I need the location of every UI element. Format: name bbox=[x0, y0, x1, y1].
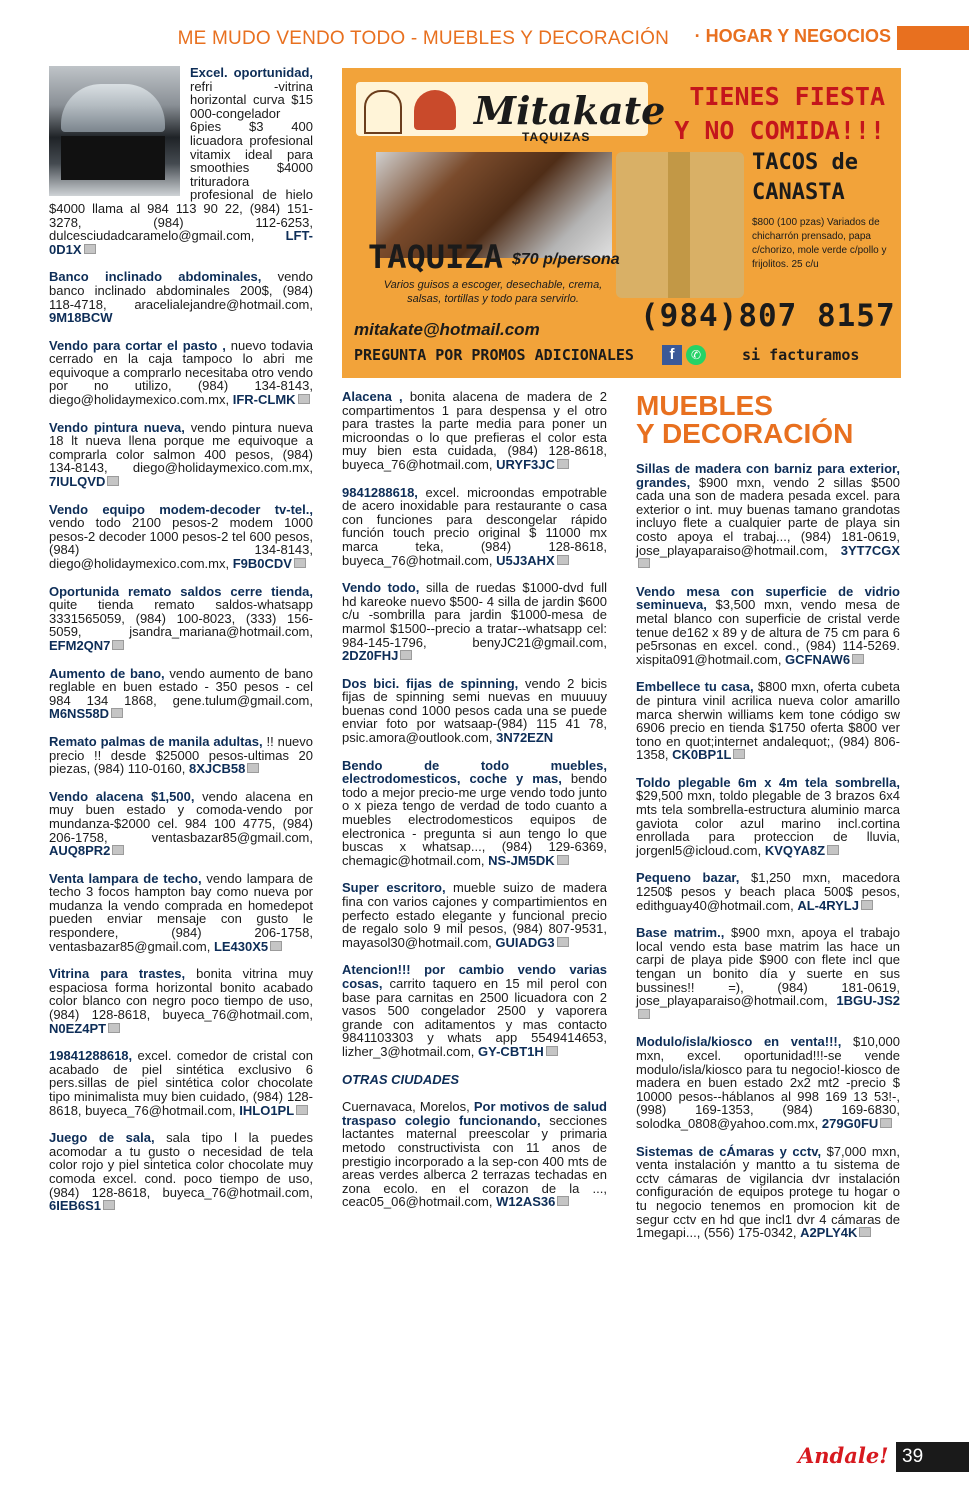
ad-headline: Venta lampara de techo, bbox=[49, 870, 202, 886]
category-heading-line-1: MUEBLES bbox=[636, 390, 773, 421]
tacos-basket-photo bbox=[616, 152, 744, 298]
ad-code: W12AS36 bbox=[496, 1194, 556, 1210]
magazine-logo: Andale! bbox=[798, 1443, 889, 1468]
brand-logo bbox=[356, 82, 666, 144]
category-title: · HOGAR Y NEGOCIOS bbox=[694, 26, 891, 46]
subsection-title: OTRAS CIUDADES bbox=[342, 1071, 460, 1087]
ad-text: $29,500 mxn, toldo plegable de 3 brazos 6x4 mts tela sombrella-estructura aluminio marca gaviota color azul marino incl.cortina enrollada para proteccion de lluvia, jorgenl5@icloud.com, bbox=[636, 788, 900, 858]
ad-headline: Remato palmas de manila adultas, bbox=[49, 733, 263, 749]
ad-headline: 19841288618, bbox=[49, 1048, 133, 1064]
classified-ad bbox=[636, 1035, 900, 1130]
ad-text: $900 mxn, apoya el trabajo local vendo esta base matrim las hace un carpi de playa pide $900 con flete incl que tengan un bonito día y suerte en sus bussines!! =), (984) 181-0619, jose_playaparaiso@hotmail.com, bbox=[636, 925, 900, 1009]
ad-code: A2PLY4K bbox=[800, 1225, 858, 1241]
ad-text: excel. comedor de cristal con acabado de piel sintética exclusivo 6 pers.sillas de piel sintética color chocolate tipo minimalista muy bien cuidado, (984) 128-8618, buyeca_76@hotmail.com, bbox=[49, 1048, 313, 1118]
tagline-line-2: Y NO COMIDA!!! bbox=[674, 116, 885, 145]
camera-icon bbox=[557, 1196, 569, 1206]
ad-headline: Aumento de bano, bbox=[49, 665, 165, 681]
camera-icon bbox=[557, 555, 569, 565]
camera-icon bbox=[859, 1227, 871, 1237]
ad-headline: Vitrina para trastes, bbox=[49, 966, 186, 982]
ad-code: KVQYA8Z bbox=[764, 842, 826, 858]
camera-icon bbox=[298, 394, 310, 404]
taquiza-title: TAQUIZA bbox=[368, 238, 503, 276]
taquiza-description: Varios guisos a escoger, desechable, crema, salsas, tortillas y todo para servirlo. bbox=[383, 279, 603, 305]
ad-headline: Vendo pintura nueva, bbox=[49, 419, 185, 435]
ad-code: N0EZ4PT bbox=[49, 1020, 107, 1036]
banner-email: mitakate@hotmail.com bbox=[354, 320, 540, 339]
ad-code: LE430X5 bbox=[213, 938, 269, 954]
classified-ad bbox=[342, 963, 607, 1058]
classified-ad bbox=[342, 486, 607, 568]
ad-headline: Dos bici. fijas de spinning, bbox=[342, 675, 519, 691]
classified-ad bbox=[49, 790, 313, 858]
ad-code: 6IEB6S1 bbox=[49, 1198, 102, 1214]
ad-code: CK0BP1L bbox=[672, 747, 732, 763]
section-title: ME MUDO VENDO TODO - MUEBLES Y DECORACIÓN bbox=[177, 28, 669, 49]
tagline-line-1: TIENES FIESTA bbox=[689, 82, 885, 111]
ad-code: 1BGU-JS2 bbox=[836, 993, 900, 1009]
whatsapp-icon: ✆ bbox=[686, 345, 706, 365]
ad-code: 9M18BCW bbox=[49, 310, 113, 326]
ad-headline: Oportunida remato saldos cerre tienda, bbox=[49, 583, 313, 599]
camera-icon bbox=[880, 1118, 892, 1128]
ad-text: sala tipo l la puedes acomodar a tu gusto o necesidad de tela color rojo y piel sintetica color chocolate muy comoda excel. cond. poco tiempo de uso, (984) 128-8618, buyeca_76@hotmail.com, bbox=[49, 1130, 313, 1200]
ad-headline: Sistemas de cÁmaras y cctv, bbox=[636, 1143, 822, 1159]
ad-text: mueble suizo de madera fina con varios cajones y compartimientos en perfecto estado elegante y funcional precio de regalo solo 9 mil pesos, (984) 807-9531, mayasol30@hotmail.com, bbox=[342, 880, 607, 950]
camera-icon bbox=[557, 459, 569, 469]
ad-text: !! nuevo precio !! desde $25000 pesos-ultimas 20 piezas, (984) 110-0160, bbox=[49, 733, 314, 777]
camera-icon bbox=[270, 941, 282, 951]
ad-headline: Base matrim., bbox=[636, 925, 725, 941]
classified-ad bbox=[636, 680, 900, 762]
camera-icon bbox=[400, 650, 412, 660]
ad-code: AUQ8PR2 bbox=[49, 843, 111, 859]
ad-text: carrito taquero en 15 mil perol con base para carnitas en 2500 licuadora con 2 vasos 500 congelador 2500 y vaporera grande con aditamentos y mas contacto 9841103303 y whats app 5549414653, lizher_3@hotmail.com, bbox=[342, 975, 607, 1059]
camera-icon bbox=[546, 1046, 558, 1056]
ad-headline: Super escritoro, bbox=[342, 880, 446, 896]
ad-text: vendo todo 2100 pesos-2 modem 1000 pesos-2 decoder 1000 pesos-2 tel 600 pesos, (984) 134-8143, diego@holidaymexico.com.mx, bbox=[49, 515, 313, 571]
column-3 bbox=[636, 390, 900, 1254]
ad-code: LFT-0D1X bbox=[49, 228, 313, 257]
ad-headline: Atencion!!! por cambio vendo varias cosas, bbox=[342, 962, 607, 991]
camera-icon bbox=[296, 1105, 308, 1115]
ad-headline: Por motivos de salud traspaso colegio funcionando, bbox=[342, 1099, 607, 1128]
ad-code: F9B0CDV bbox=[232, 556, 292, 571]
camera-icon bbox=[112, 845, 124, 855]
ad-text: vendo 2 bicis fijas de spinning semi nuevas en muuuuy buenas cond 1000 pesos cada una se puede enviar foto por watsaap-(984) 115 41 78, psic.amora@outlook.com, bbox=[342, 675, 608, 746]
camera-icon bbox=[247, 763, 259, 773]
ad-text: refri -vitrina horizontal curva $15 000-congelador 6pies $3 400 licuadora profesional vitamix ideal para smoothies $4000 trituradora profesional de hielo $4000 llama al 984 113 90 22, (984) 151-3278, (984) 112-6253, dulcesciudadcaramelo@gmail.com, bbox=[49, 78, 313, 244]
classified-ad bbox=[49, 66, 313, 256]
ad-text: secciones lactantes maternal preescolar y primaria metodo constructivista con 11 anos de prestigio incorporado a la sep-con 400 mts de areas verdes alberca 2 terrazas techadas en zona ecolo. en el corazon de la ..., ceac05_06@hotmail.com, bbox=[342, 1112, 607, 1210]
ad-text: bonita alacena de madera de 2 compartimentos 1 para despensa y el otro para trastes la parte media para poner un microondas o lo que prefieras el color esta muy bien esta cuidada, (984) 128-8618, buyeca_76@hotmail.com, bbox=[342, 389, 607, 472]
tacos-title-line-2: CANASTA bbox=[752, 180, 845, 205]
camera-icon bbox=[108, 1023, 120, 1033]
classified-ad bbox=[636, 871, 900, 912]
ad-text: vendo lampara de techo 3 focos hampton bay como nueva por mudanza la vendo comprada en homedepot pueden enviar mensaje con gusto le respondere, (984) 206-1758, ventasbazar85@gmail.com, bbox=[49, 870, 313, 954]
ad-headline: Embellece tu casa, bbox=[636, 679, 754, 695]
ad-code: IHLO1PL bbox=[239, 1102, 295, 1118]
ad-headline: Juego de sala, bbox=[49, 1130, 155, 1146]
column-1 bbox=[49, 66, 313, 1227]
ad-location: Cuernavaca, Morelos, bbox=[342, 1099, 474, 1115]
ad-headline: Alacena , bbox=[342, 389, 403, 404]
camera-icon bbox=[733, 749, 745, 759]
camera-icon bbox=[861, 900, 873, 910]
ad-headline: Modulo/isla/kiosco en venta!!!, bbox=[636, 1034, 842, 1050]
ad-text: vendo banco inclinado abdominales 200$, (984) 118-4718, aracelialejandre@hotmail.com, bbox=[49, 269, 313, 312]
banner-phone: (984)807 8157 bbox=[640, 298, 896, 334]
mitakate-ad-banner bbox=[342, 68, 901, 378]
classified-ad bbox=[636, 585, 900, 667]
classified-ad bbox=[342, 677, 607, 745]
camera-icon bbox=[107, 476, 119, 486]
camera-icon bbox=[294, 558, 306, 568]
category-heading-line-2: Y DECORACIÓN bbox=[636, 418, 854, 449]
camera-icon bbox=[638, 1009, 650, 1019]
ad-code: 8XJCB58 bbox=[188, 761, 246, 777]
ad-headline: Sillas de madera con barniz para exterior, grandes, bbox=[636, 461, 900, 490]
classified-ad bbox=[49, 270, 313, 324]
ad-headline: 9841288618, bbox=[342, 484, 418, 500]
classified-ad bbox=[636, 776, 900, 858]
ad-text: vendo aumento de bano reglable en buen estado - 350 pesos - cel 984 134 1868, gene.tulum@gmail.com, bbox=[49, 665, 314, 708]
classified-ad bbox=[49, 1131, 313, 1213]
classified-ad bbox=[49, 667, 313, 721]
tacos-title-line-1: TACOS de bbox=[752, 150, 858, 175]
tacos-title bbox=[752, 148, 858, 208]
ad-headline: Vendo todo, bbox=[342, 580, 420, 596]
display-fridge-photo bbox=[49, 66, 180, 196]
classified-ad bbox=[49, 872, 313, 954]
brand-name: Mitakate bbox=[474, 88, 666, 133]
ad-text: quite tienda remato saldos-whatsapp 3331565059, (984) 100-8023, (333) 156-5059, jsandra_mariana@hotmail.com, bbox=[49, 597, 313, 640]
ad-headline: Pequeno bazar, bbox=[636, 870, 740, 886]
ad-headline: Vendo equipo modem-decoder tv-tel., bbox=[49, 501, 313, 517]
camera-icon bbox=[111, 708, 123, 718]
ad-text: bendo todo a mejor precio-me urge vendo todo junto o x pieza tengo de verdad de todo cuanto a muebles electrodomesticos equipos de electronica - pregunta si aun tengo lo que buscas x whatsap..., (984) 129-6369, chemagic@hotmail.com, bbox=[342, 771, 607, 868]
ad-code: U5J3AHX bbox=[496, 552, 555, 568]
ad-headline: Vendo alacena $1,500, bbox=[49, 788, 195, 804]
ad-headline: Banco inclinado abdominales, bbox=[49, 269, 262, 285]
ad-text: excel. microondas empotrable de acero inoxidable para restaurante o casa con funciones para descongelar rápido función touch precio original $ 11000 mx marca teka, (984) 128-8618, buyeca_76@hotmail.com, bbox=[342, 484, 607, 568]
classified-ad bbox=[342, 759, 607, 868]
classified-ad bbox=[342, 1100, 607, 1209]
ad-headline: Vendo mesa con superficie de vidrio seminueva, bbox=[636, 583, 900, 613]
ad-text: vendo alacena en muy buen estado y comoda-vendo por mundanza-$2000 cel. 984 100 4775, (984) 206-1758, ventasbazar85@gmail.com, bbox=[49, 788, 313, 845]
ad-text: $3,500 mxn, vendo mesa de metal blanco con superficie de cristal verde tenue de162 x 89 y de altura de 75 cm para 6 pe5rsonas en excel. cond., (984) 114-5269. xispita091@hotmail.com, bbox=[636, 597, 900, 667]
brand-subtitle: TAQUIZAS bbox=[522, 130, 591, 144]
camera-icon bbox=[638, 558, 650, 568]
ad-code: IFR-CLMK bbox=[232, 392, 296, 408]
ad-code: EFM2QN7 bbox=[49, 637, 111, 653]
ad-text: nuevo todavia cerrado en la caja tampoco lo abri me equivoque a comprarlo necesitaba otro vendo por no utilizo, (984) 134-8143, diego@holidaymexico.com.mx, bbox=[49, 337, 313, 408]
banner-promo: PREGUNTA POR PROMOS ADICIONALES bbox=[354, 346, 634, 364]
ad-text: $900 mxn, vendo 2 sillas $500 cada una son de madera pesada excel. para exterior o int. muy buenas tamano grandotas incluyo flete a cualquier parte de playa sin costo apoya el trabaj..., (984) 181-0619, jose_playaparaiso@hotmail.com, bbox=[636, 474, 900, 558]
ad-code: GY-CBT1H bbox=[478, 1043, 544, 1059]
classified-ad bbox=[636, 1145, 900, 1240]
camera-icon bbox=[557, 855, 569, 865]
camera-icon bbox=[557, 937, 569, 947]
classified-ad bbox=[49, 339, 313, 407]
classified-ad bbox=[49, 585, 313, 653]
ad-text: $800 mxn, oferta cubeta de pintura vinil acrilica nueva color amarillo marca sherwin williams kem tone código sw 6906 precio en tienda $1750 oferta $800 ver tono en quot;internet andalequot;, (984) 806-1358, bbox=[636, 679, 900, 763]
ad-text: $1,250 mxn, macedora 1250$ pesos y beach placa 500$ pesos, edithguay40@hotmail.com, bbox=[636, 870, 900, 913]
taquiza-price: $70 p/persona bbox=[512, 251, 620, 268]
ad-code: 3YT7CGX bbox=[840, 542, 900, 558]
ad-code: 279G0FU bbox=[821, 1115, 879, 1131]
classified-ad bbox=[342, 881, 607, 949]
ad-code: M6NS58D bbox=[49, 706, 109, 722]
ad-text: $7,000 mxn, venta instalación y mantto a tu sistema de cctv cámaras de vigilancia dvr instalación configuración de equipos protege tu hogar o tu negocio tenemos en promocion kit de segur cctv en hd que incl1 dvr 4 cámaras de 1megapi..., (556) 175-0342, bbox=[636, 1143, 901, 1241]
tacos-description: $800 (100 pzas) Variados de chicharrón prensado, papa c/chorizo, mole verde c/pollo y frijolitos. 25 c/u bbox=[752, 217, 887, 270]
ad-headline: Vendo para cortar el pasto , bbox=[49, 337, 226, 353]
page-footer bbox=[798, 1442, 969, 1472]
ad-text: bonita vitrina muy espaciosa forma horizontal bonito acabado color blanco con negro poco tiempo de uso, (984) 128-8618, buyeca_76@hotmail.com, bbox=[49, 966, 313, 1023]
classified-ad bbox=[49, 967, 313, 1035]
classified-ad bbox=[49, 421, 313, 489]
ad-text: silla de ruedas $1000-dvd full hd kareoke nuevo $500- 4 silla de jardin $600 c/u -sombrilla para jardin $1000-mesa de marmol $1500--precio a tratar--whatsapp cel: 984-145-1796, benyJC21@gmail.com, bbox=[342, 580, 607, 650]
ad-code: 3N72EZN bbox=[496, 730, 554, 746]
camera-icon bbox=[852, 654, 864, 664]
camera-icon bbox=[827, 845, 839, 855]
window-icon bbox=[364, 90, 402, 134]
camera-icon bbox=[103, 1200, 115, 1210]
ad-code: GCFNAW6 bbox=[785, 651, 851, 667]
page-number: 39 bbox=[896, 1442, 969, 1472]
oven-icon bbox=[414, 90, 456, 130]
banner-invoice: si facturamos bbox=[742, 346, 860, 364]
ad-headline: Excel. oportunidad, bbox=[190, 65, 313, 80]
ad-code: 2DZ0FHJ bbox=[342, 648, 399, 664]
ad-headline: Bendo de todo muebles, electrodomesticos, coche y mas, bbox=[342, 757, 607, 787]
ad-code: NS-JM5DK bbox=[488, 852, 555, 868]
classified-ad bbox=[49, 503, 313, 571]
column-2 bbox=[342, 390, 607, 1223]
category-heading bbox=[636, 392, 900, 448]
ad-code: AL-4RYLJ bbox=[797, 897, 859, 913]
camera-icon bbox=[112, 640, 124, 650]
header-accent-bar bbox=[897, 26, 969, 50]
facebook-icon: f bbox=[662, 345, 682, 365]
classified-ad bbox=[342, 581, 607, 663]
page-header bbox=[0, 22, 969, 56]
ad-text: vendo pintura nueva 18 lt nueva llena porque me equivoque a comprarla color salmon 400 pesos, (984) 134-8143, diego@holidaymexico.com.mx, bbox=[49, 419, 313, 476]
classified-ad bbox=[342, 390, 607, 472]
camera-icon bbox=[84, 244, 96, 254]
classified-ad bbox=[49, 1049, 313, 1117]
ad-code: 7IULQVD bbox=[49, 474, 106, 490]
ad-headline: Toldo plegable 6m x 4m tela sombrella, bbox=[636, 774, 900, 790]
ad-code: URYF3JC bbox=[496, 456, 555, 472]
classified-ad bbox=[636, 462, 900, 571]
classified-ad bbox=[49, 735, 313, 776]
classified-ad bbox=[636, 926, 900, 1021]
ad-code: GUIADG3 bbox=[495, 934, 555, 950]
ad-text: $10,000 mxn, excel. oportunidad!!!-se vende modulo/isla/kiosco para tu negocio!-kiosco de madera en buen estado 2x2 mt2 -precio $ 10000 pesos--háblanos al 998 169 13 53!-, (998) 169-1353, (984) 169-6830, solodka_0808@yahoo.com.mx, bbox=[636, 1034, 900, 1131]
